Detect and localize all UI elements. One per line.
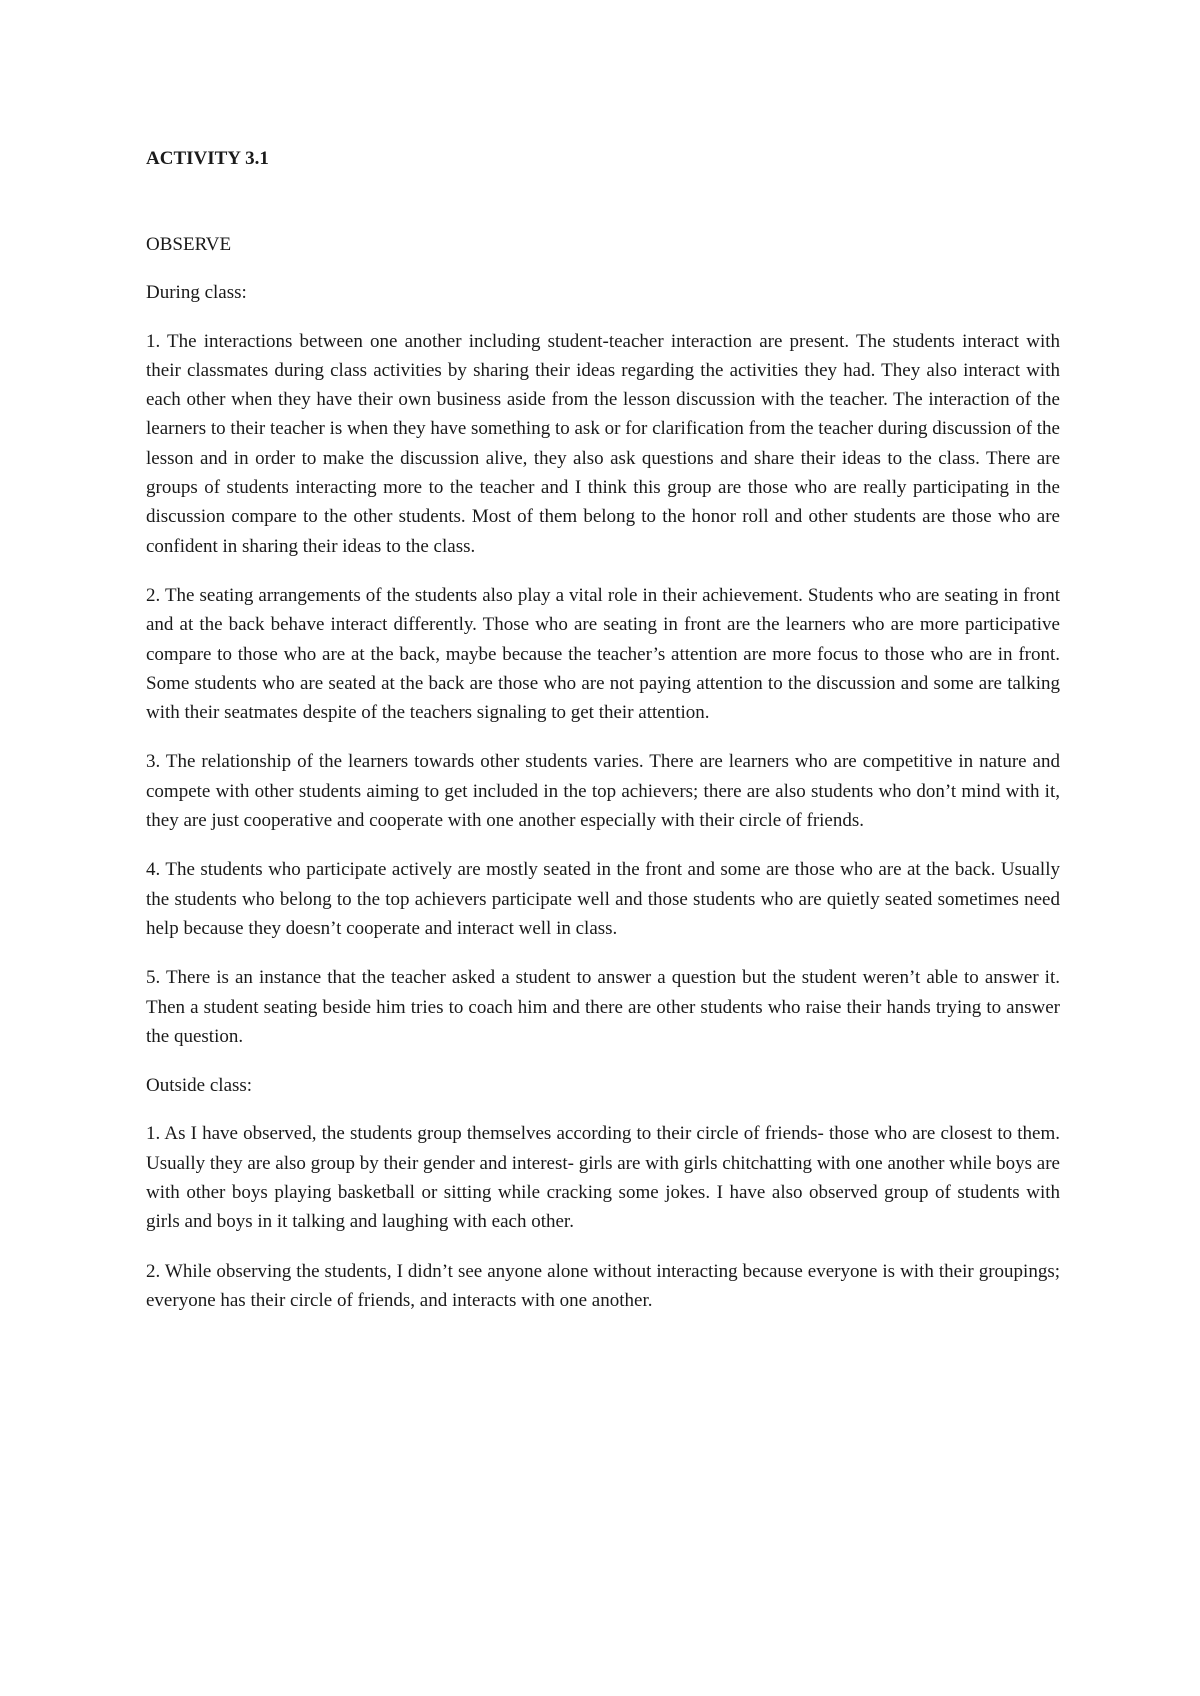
document-title: ACTIVITY 3.1 xyxy=(146,148,269,169)
subheading-during-class: During class: xyxy=(146,282,247,304)
during-class-item-4: 4. The students who participate actively are mostly seated in the front and some are those who are at the back. Usually the students who belong to the top achievers participate well and those students who are quietly seated sometimes need help because they doesn’t cooperate and interact well in class. xyxy=(146,859,1060,939)
subheading-outside-class: Outside class: xyxy=(146,1075,253,1097)
during-class-item-5: 5. There is an instance that the teacher asked a student to answer a question but the student weren’t able to answer it. Then a student seating beside him tries to coach him and there are other students who raise their hands trying to answer the question. xyxy=(146,967,1060,1047)
outside-class-item-2: 2. While observing the students, I didn’t see anyone alone without interacting because everyone is with their groupings; everyone has their circle of friends, and interacts with one another. xyxy=(146,1260,1060,1311)
during-class-item-2: 2. The seating arrangements of the students also play a vital role in their achievement. Students who are seating in front and at the back behave interact differently. Those who are seating in front are the learners who are more participative compare to those who are at the back, maybe because the teacher’s attention are more focus to those who are in front. Some students who are seated at the back are those who are not paying attention to the discussion and some are talking with their seatmates despite of the teachers signaling to get their attention. xyxy=(146,584,1060,724)
outside-class-item-1: 1. As I have observed, the students group themselves according to their circle of friends- those who are closest to them. Usually they are also group by their gender and interest- girls are with girls chitchatting with one another while boys are with other boys playing basketball or sitting while cracking some jokes. I have also observed group of students with girls and boys in it talking and laughing with each other. xyxy=(146,1123,1060,1233)
section-heading-observe: OBSERVE xyxy=(146,234,232,255)
during-class-item-3: 3. The relationship of the learners towards other students varies. There are learners who are competitive in nature and compete with other students aiming to get included in the top achievers; there are also students who don’t mind with it, they are just cooperative and cooperate with one another especially with their circle of friends. xyxy=(146,751,1060,832)
document-body xyxy=(146,144,1060,1335)
during-class-item-1: 1. The interactions between one another including student-teacher interaction are present. The students interact with their classmates during class activities by sharing their ideas regarding the activities they had. They also interact with each other when they have their own business aside from the lesson discussion with the teacher. The interaction of the learners to their teacher is when they have something to ask or for clarification from the teacher during discussion of the lesson and in order to make the discussion alive, they also ask questions and share their ideas to the class. There are groups of students interacting more to the teacher and I think this group are those who are really participating in the discussion compare to the other students. Most of them belong to the honor roll and other students are those who are confident in sharing their ideas to the class. xyxy=(146,330,1060,557)
